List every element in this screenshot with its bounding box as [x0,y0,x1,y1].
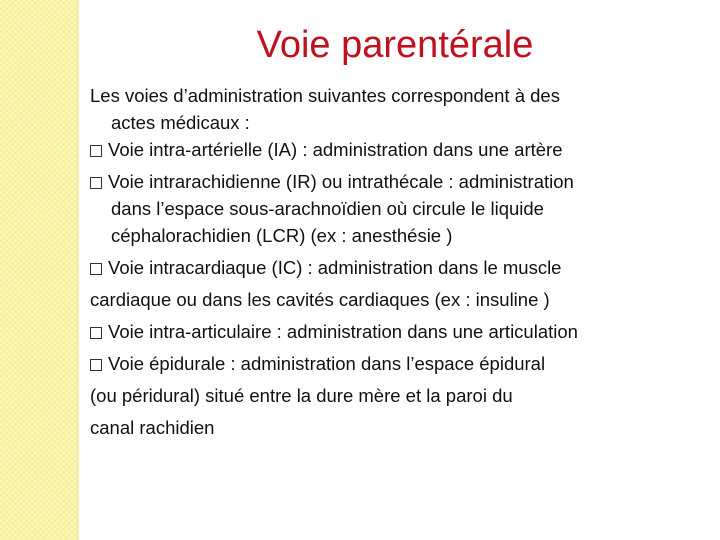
checkbox-bullet-icon [90,263,102,275]
bullet-continued: cardiaque ou dans les cavités cardiaques (ex : insuline ) [90,289,550,310]
bullet-intracardiaque [90,254,710,286]
slide-body [90,82,710,446]
bullet-intra-articulaire [90,318,710,350]
decorative-side-band [0,0,76,540]
bullet-epidurale [90,350,710,382]
checkbox-bullet-icon [90,145,102,157]
bullet-continued: dans l’espace sous-arachnoïdien où circule le liquide [111,198,544,219]
bullet-text: Voie intra-articulaire : administration dans une articulation [108,321,578,342]
bullet-continued: (ou péridural) situé entre la dure mère et la paroi du [90,385,513,406]
bullet-text: Voie intrarachidienne (IR) ou intrathécale : administration [108,171,574,192]
intro-line-continued: actes médicaux : [111,112,250,133]
bullet-intrarachidienne [90,168,710,195]
bullet-continued: canal rachidien [90,417,215,438]
intro-line: Les voies d’administration suivantes correspondent à des [90,85,560,106]
side-band-border [76,0,79,540]
bullet-continued: céphalorachidien (LCR) (ex : anesthésie ) [111,225,453,246]
bullet-text: Voie épidurale : administration dans l’espace épidural [108,353,546,374]
bullet-intra-arterielle [90,136,710,168]
bullet-text: Voie intracardiaque (IC) : administration dans le muscle [108,257,562,278]
bullet-text: Voie intra-artérielle (IA) : administration dans une artère [108,139,563,160]
checkbox-bullet-icon [90,327,102,339]
checkbox-bullet-icon [90,177,102,189]
checkbox-bullet-icon [90,359,102,371]
slide-title: Voie parentérale [256,24,534,66]
